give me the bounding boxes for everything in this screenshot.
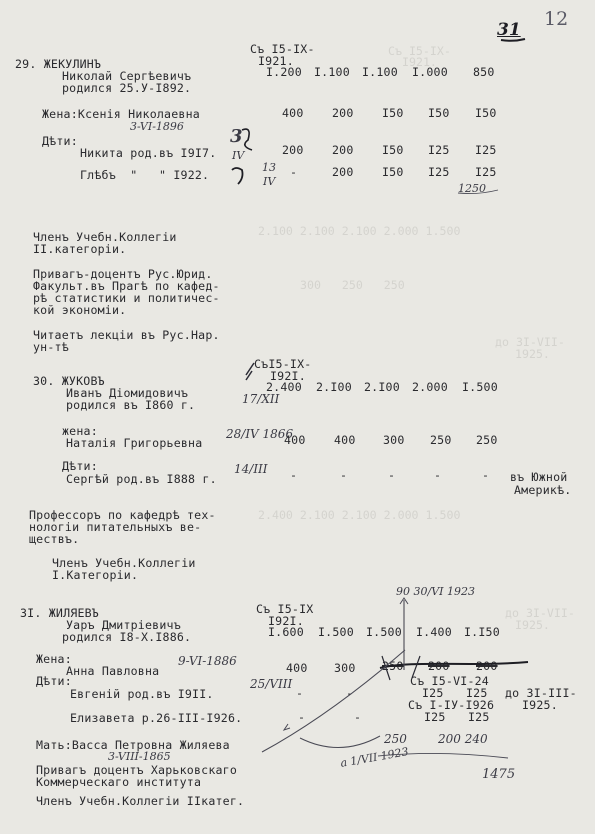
sub-date: Съ I5-VI-24 (410, 674, 489, 688)
entry-heading: 30. ЖУКОВЪ (33, 374, 105, 388)
salary-cell: - (434, 468, 442, 482)
salary-cell: 400 (286, 661, 308, 675)
salary-cell: - (290, 165, 298, 179)
handwritten-date: 3-VI-1896 (130, 120, 184, 133)
salary-cell: I25 (428, 165, 450, 179)
handwritten-month: IV (232, 149, 245, 162)
page-number-pencil: 12 (544, 8, 569, 30)
handwritten-date: 14/III (234, 462, 268, 476)
note-line: Коммерческаго института (36, 775, 202, 789)
salary-cell: I25 (466, 686, 488, 700)
salary-cell: 200 (282, 143, 304, 157)
salary-cell: 2.400 (266, 380, 302, 394)
salary-cell: 300 (334, 661, 356, 675)
salary-cell-struck: 200 (476, 659, 498, 673)
pencil-arrowhead (400, 598, 408, 604)
note-line: Профессоръ по кафедрѣ тех- (29, 508, 216, 522)
note-line: Членъ Учебн.Коллегіи IIкатег. (36, 794, 245, 808)
mother-label: Мать:Васса Петровна Жиляева (36, 738, 230, 752)
person-name: Уаръ Дмитріевичъ (66, 618, 181, 632)
spouse-label: Жена:Ксенія Николаевна (42, 107, 200, 121)
salary-cell: 2.I00 (316, 380, 352, 394)
salary-cell: I.100 (314, 65, 350, 79)
salary-cell: 300 (383, 433, 405, 447)
remark-line: Америкѣ. (514, 483, 572, 497)
children-label: Дѣти: (36, 674, 72, 688)
pencil-note: 1475 (482, 767, 516, 782)
child-entry: Сергѣй род.въ I888 г. (66, 472, 217, 486)
salary-cell: - (346, 686, 354, 700)
pencil-stroke (300, 736, 380, 748)
handwritten-total: 1250 (458, 182, 486, 195)
handwritten-date: 25/VIII (250, 677, 293, 691)
salary-cell: - (354, 710, 362, 724)
ink-stroke (246, 363, 254, 380)
children-label: Дѣти: (62, 459, 98, 473)
spouse-label: жена: (62, 424, 98, 438)
person-name: Николай Сергѣевичъ (62, 69, 192, 83)
pencil-note: 90 30/VI 1923 (396, 585, 475, 598)
salary-cell: I25 (468, 710, 490, 724)
salary-cell: I.000 (412, 65, 448, 79)
date-header: I92I. (268, 614, 304, 628)
birth-date: родился въ I860 г. (66, 398, 196, 412)
salary-cell: I50 (475, 106, 497, 120)
note-line: ществъ. (29, 532, 80, 546)
salary-cell: - (296, 686, 304, 700)
sub-date: Съ I-IУ-I926 (408, 698, 495, 712)
handwritten-date: 9-VI-1886 (178, 654, 237, 668)
child-entry: Глѣбъ " " I922. (80, 168, 210, 182)
pencil-note: a 1/VII 1923 (339, 745, 410, 770)
note-line: нологіи питательныхъ ве- (29, 520, 202, 534)
date-header: I921. (258, 54, 294, 68)
salary-cell: I25 (424, 710, 446, 724)
child-entry: Евгеній род.въ I9II. (70, 687, 214, 701)
show-through-text: 300 250 250 (300, 278, 405, 292)
salary-cell: I25 (475, 165, 497, 179)
salary-cell: I.100 (362, 65, 398, 79)
show-through-text: I921. (402, 55, 437, 69)
note-line: Читаетъ лекціи въ Рус.Нар. (33, 328, 220, 342)
person-name: Иванъ Діомидовичъ (66, 386, 189, 400)
show-through-text: Съ I5-IX- (388, 44, 451, 58)
handwritten-date: 17/XII (242, 392, 280, 406)
pencil-arrowhead (284, 724, 290, 730)
spouse-label: Жена: (36, 652, 72, 666)
salary-cell: I.200 (266, 65, 302, 79)
show-through-text: I925. (515, 618, 550, 632)
salary-cell: - (482, 468, 490, 482)
note-line: I.Категоріи. (52, 568, 139, 582)
birth-date: родился I8-X.I886. (62, 630, 192, 644)
salary-cell: - (340, 468, 348, 482)
salary-cell: 200 (332, 106, 354, 120)
salary-cell: I25 (422, 686, 444, 700)
date-header: Съ I5-IX (256, 602, 314, 616)
ink-stroke (242, 129, 252, 150)
salary-cell: I.500 (366, 625, 402, 639)
remark-line: I925. (522, 698, 558, 712)
salary-cell: I50 (382, 106, 404, 120)
note-line: Членъ Учебн.Коллегіи (33, 230, 177, 244)
salary-cell: I50 (428, 106, 450, 120)
entry-heading: 29. ЖЕКУЛИНЪ (15, 57, 102, 71)
salary-cell-struck: 250 (382, 659, 404, 673)
salary-cell: 400 (284, 433, 306, 447)
note-line: Привагъ доцентъ Харьковскаго (36, 763, 238, 777)
pencil-note: 200 240 (438, 732, 488, 746)
date-header: Съ I5-IX- (250, 42, 315, 56)
salary-cell: I25 (428, 143, 450, 157)
salary-cell: I50 (382, 165, 404, 179)
show-through-text: 2.400 2.100 2.100 2.000 1.500 (258, 508, 461, 522)
spouse-name: Анна Павловна (66, 664, 160, 678)
spouse-name: Наталія Григорьевна (66, 436, 203, 450)
children-label: Дѣти: (42, 134, 78, 148)
child-entry: Никита род.въ I9I7. (80, 146, 217, 160)
salary-cell: 200 (332, 143, 354, 157)
note-line: рѣ статистики и политичес- (33, 291, 220, 305)
salary-cell: - (388, 468, 396, 482)
remark-line: въ Южной (510, 470, 568, 484)
handwritten-date: 28/IV 1866 (226, 427, 294, 441)
salary-cell: 250 (476, 433, 498, 447)
handwritten-date: 3-VIII-1865 (108, 750, 171, 763)
pencil-note: 250 (384, 732, 407, 746)
note-line: ун-тѣ (33, 340, 69, 354)
salary-cell: I.I50 (464, 625, 500, 639)
salary-cell: I25 (475, 143, 497, 157)
handwritten-day: 13 (262, 161, 276, 174)
salary-cell: I.500 (462, 380, 498, 394)
note-line: Привагъ-доцентъ Рус.Юрид. (33, 267, 213, 281)
salary-cell: - (290, 468, 298, 482)
salary-cell: 850 (473, 65, 495, 79)
salary-cell: 400 (282, 106, 304, 120)
salary-cell: - (298, 710, 306, 724)
show-through-text: 2.100 2.100 2.100 2.000 1.500 (258, 224, 461, 238)
child-entry: Елизавета р.26-III-I926. (70, 711, 243, 725)
entry-heading: 3I. ЖИЛЯЕВЪ (20, 606, 99, 620)
show-through-text: до 3I-VII- (495, 335, 565, 349)
date-header: I92I. (270, 369, 306, 383)
handwritten-month: IV (263, 175, 276, 188)
note-line: Членъ Учебн.Коллегіи (52, 556, 196, 570)
salary-cell-struck: 200 (428, 659, 450, 673)
date-header: СъI5-IX- (254, 357, 312, 371)
handwritten-day: 3 (230, 126, 243, 147)
note-line: кой экономіи. (33, 303, 127, 317)
birth-date: родился 25.У-I892. (62, 81, 192, 95)
salary-cell: I.400 (416, 625, 452, 639)
note-line: II.категоріи. (33, 242, 127, 256)
salary-cell: I.600 (268, 625, 304, 639)
salary-cell: 2.I00 (364, 380, 400, 394)
salary-cell: I.500 (318, 625, 354, 639)
salary-cell: 400 (334, 433, 356, 447)
salary-cell: 200 (332, 165, 354, 179)
note-line: Факульт.въ Прагѣ по кафед- (33, 279, 220, 293)
show-through-text: до 3I-VII- (505, 606, 575, 620)
page-number-ink: 31 (497, 20, 521, 40)
remark-line: до 3I-III- (505, 686, 577, 700)
salary-cell: I50 (382, 143, 404, 157)
salary-cell: 250 (430, 433, 452, 447)
ink-stroke (232, 168, 243, 184)
show-through-text: 1925. (515, 347, 550, 361)
salary-cell: 2.000 (412, 380, 448, 394)
